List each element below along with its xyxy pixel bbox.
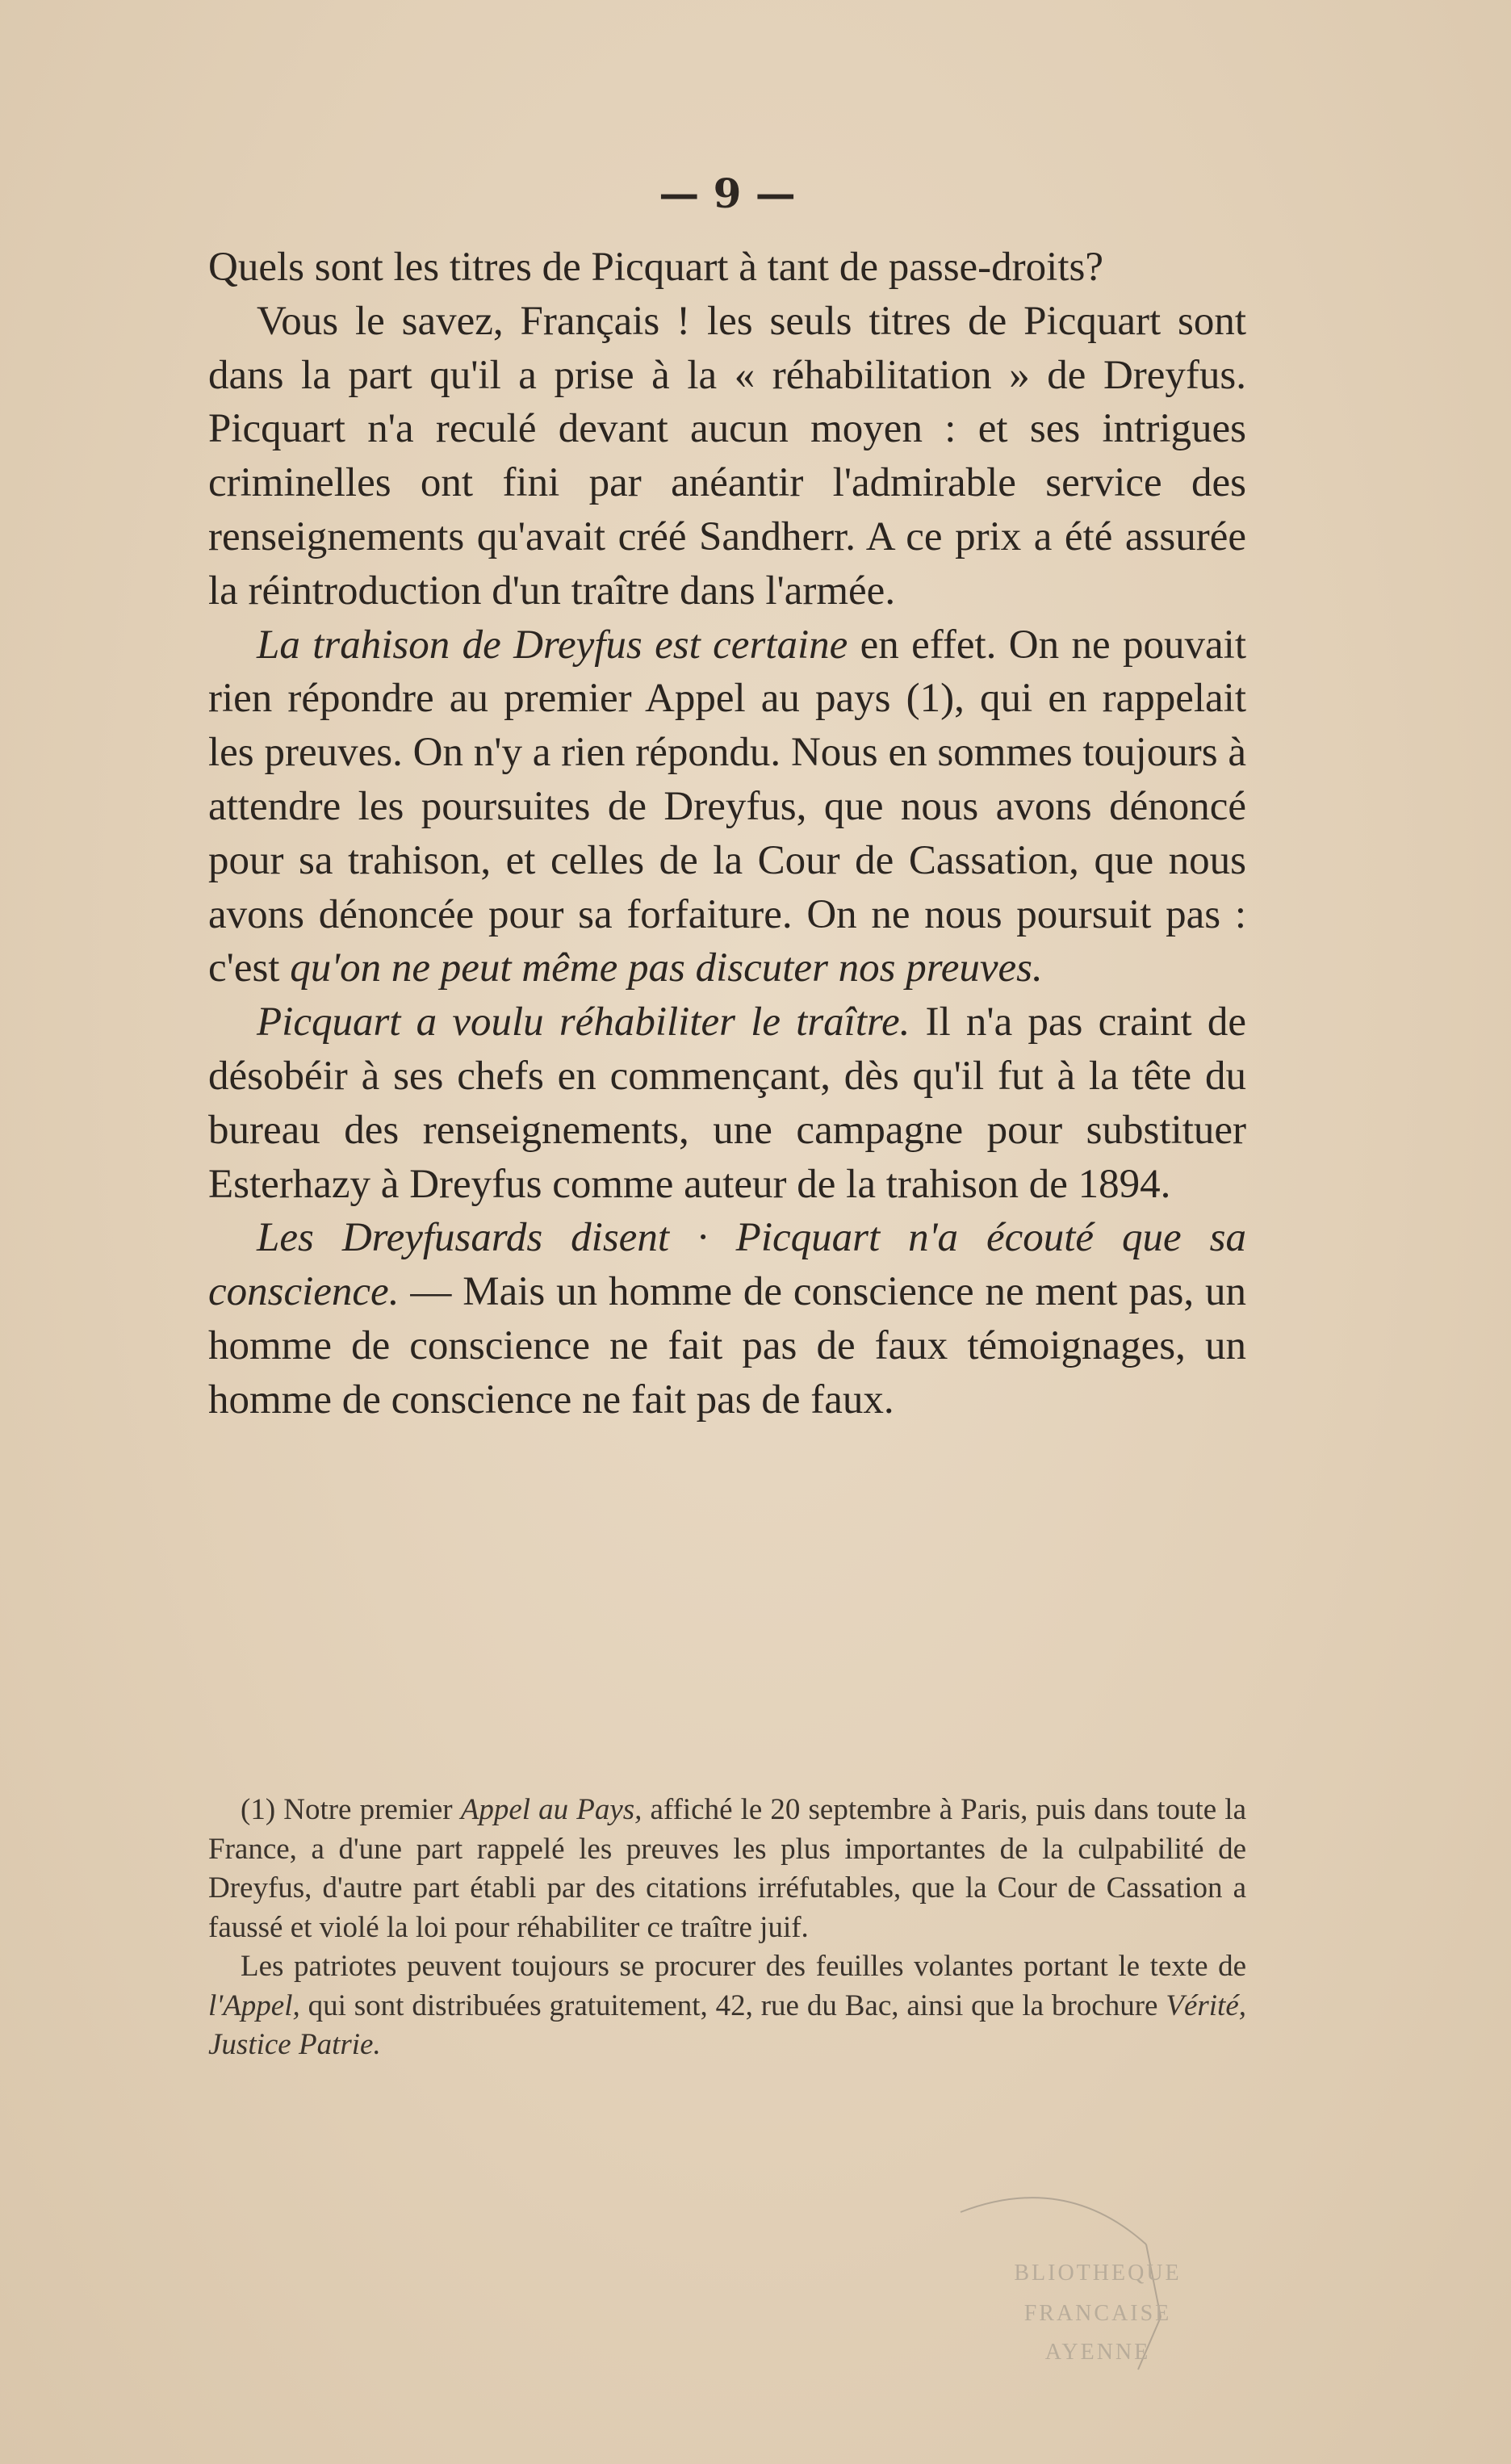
- paragraph-4: [208, 995, 1246, 1211]
- footnote-text: Les patriotes peuvent toujours se procurer des feuilles volantes portant le texte de: [241, 1950, 1246, 1983]
- paragraph-1: Quels sont les titres de Picquart à tant de passe-droits?: [208, 245, 1103, 290]
- paragraph-text: Il n'a pas craint de désobéir à ses chefs en commençant, dès qu'il fut à la tête du bureau des renseignements, une campagne pour substituer Esterhazy à Dreyfus comme auteur de la trahison de 1894.: [208, 999, 1246, 1207]
- emphasis-text: La trahison de Dreyfus est certaine: [257, 622, 848, 668]
- emphasis-text: Les Dreyfusards disent · Picquart n'a écouté que sa conscience.: [208, 1215, 1246, 1315]
- paragraph-text: — Mais un homme de conscience ne ment pas, un homme de conscience ne fait pas de faux témoignages, un homme de conscience ne fait pas de faux.: [208, 1269, 1246, 1423]
- footnote-emphasis: Appel au Pays,: [460, 1793, 642, 1826]
- library-stamp: [944, 2180, 1195, 2382]
- book-page: [208, 0, 1246, 2464]
- paragraph-2: Vous le savez, Français ! les seuls titres de Picquart sont dans la part qu'il a prise à la « réhabilitation » de Dreyfus. Picquart n'a reculé devant aucun moyen : et ses intrigues criminelles ont fini par anéantir l'admirable service des renseignements qu'avait créé Sandherr. A ce prix a été assurée la réintroduction d'un traître dans l'armée.: [208, 298, 1246, 614]
- emphasis-text: Picquart a voulu réhabiliter le traître.: [257, 999, 910, 1046]
- footnote-paragraph-1: [208, 1791, 1246, 1947]
- paragraph-text: en effet. On ne pouvait rien répondre au premier Appel au pays (1), qui en rappelait les preuves. On n'y a rien répondu. Nous en sommes toujours à attendre les poursuites de Dreyfus, que nous avons dénoncé pour sa trahison, et celles de la Cour de Cassation, que nous avons dénoncée pour sa forfaiture. On ne nous poursuit pas : c'est: [208, 622, 1246, 991]
- stamp-line-1: BLIOTHEQUE: [1014, 2261, 1182, 2286]
- footnote-text: qui sont distribuées gratuitement, 42, rue du Bac, ainsi que la brochure: [299, 1988, 1166, 2022]
- stamp-line-3: AYENNE: [1044, 2340, 1151, 2365]
- page-number: — 9 —: [659, 170, 796, 217]
- paragraph-5: [208, 1211, 1246, 1427]
- paragraph-3: [208, 618, 1246, 996]
- footnote-text: (1) Notre premier: [241, 1793, 461, 1826]
- footnote-emphasis: Vérité, Justice Patrie.: [208, 1988, 1246, 2061]
- footnote-paragraph-2: [208, 1947, 1246, 2065]
- footnote-text: affiché le 20 septembre à Paris, puis dans toute la France, a d'une part rappelé les preuves les plus importantes de la culpabilité de Dreyfus, d'autre part établi par des citations irréfutables, que la Cour de Cassation a faussé et violé la loi pour réhabiliter ce traître juif.: [208, 1793, 1246, 1944]
- stamp-line-2: FRANCAISE: [1023, 2301, 1172, 2326]
- main-text: [208, 241, 1246, 1427]
- emphasis-text: qu'on ne peut même pas discuter nos preuves.: [290, 945, 1043, 991]
- footnote: [208, 1791, 1246, 2065]
- footnote-emphasis: l'Appel,: [208, 1988, 300, 2022]
